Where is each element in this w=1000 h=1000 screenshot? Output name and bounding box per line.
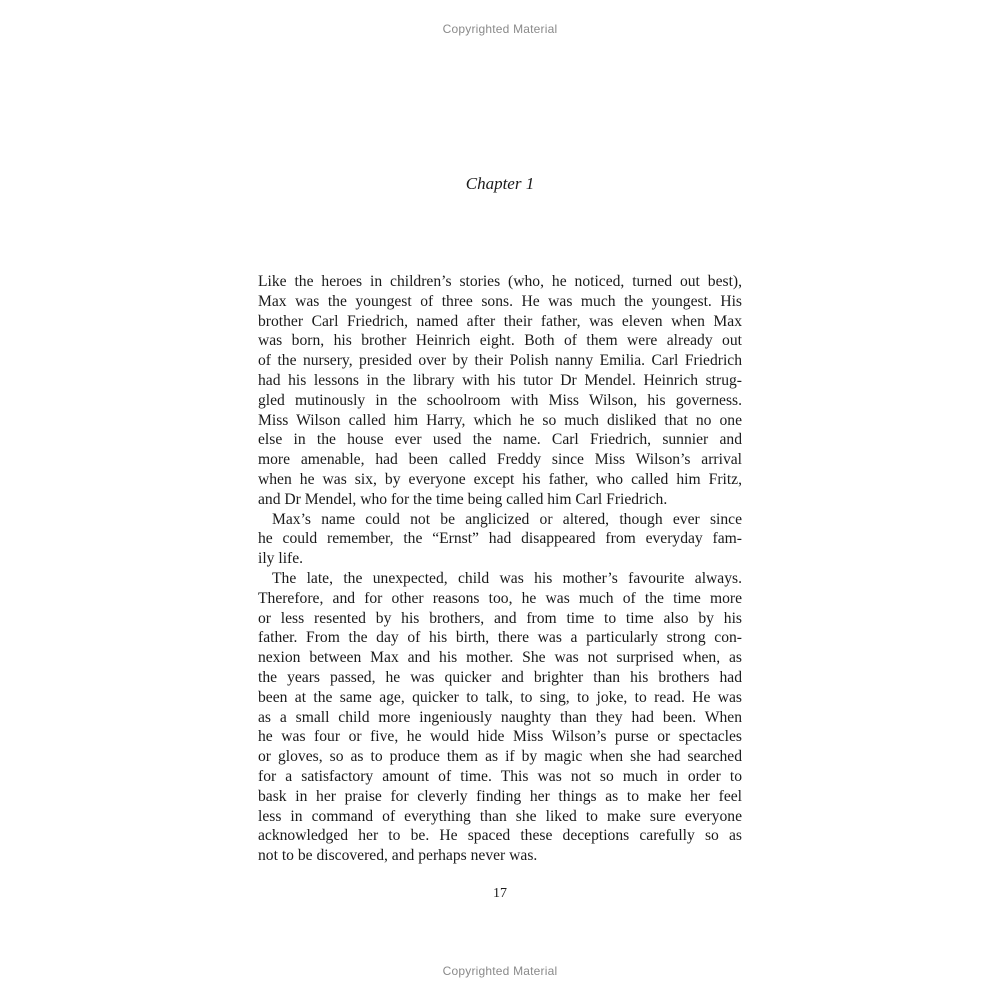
text-line: father. From the day of his birth, there was a particularly strong con- — [258, 629, 742, 647]
copyright-watermark-bottom: Copyrighted Material — [442, 964, 558, 978]
text-line: ily life. — [258, 550, 304, 568]
text-line: or less resented by his brothers, and from time to time also by his — [258, 609, 742, 627]
text-line: been at the same age, quicker to talk, to sing, to joke, to read. He was — [258, 688, 742, 706]
text-line: he could remember, the “Ernst” had disappeared from everyday fam- — [258, 530, 742, 548]
text-line-paragraph-start: Max’s name could not be anglicized or altered, though ever since — [272, 510, 742, 528]
chapter-title: Chapter 1 — [465, 174, 535, 193]
text-line: of the nursery, presided over by their Polish nanny Emilia. Carl Friedrich — [258, 352, 742, 370]
text-line: had his lessons in the library with his tutor Dr Mendel. Heinrich strug- — [258, 371, 742, 389]
text-line: Like the heroes in children’s stories (who, he noticed, turned out best), — [258, 273, 742, 290]
text-line: Max was the youngest of three sons. He was much the youngest. His — [258, 292, 742, 310]
text-line: brother Carl Friedrich, named after their father, was eleven when Max — [258, 312, 742, 330]
text-line: acknowledged her to be. He spaced these deceptions carefully so as — [258, 827, 742, 845]
text-line: else in the house ever used the name. Carl Friedrich, sunnier and — [258, 431, 742, 449]
text-line: not to be discovered, and perhaps never was. — [258, 847, 538, 865]
text-line: bask in her praise for cleverly finding her things as to make her feel — [258, 787, 742, 805]
text-line: less in command of everything than she liked to make sure everyone — [258, 807, 742, 825]
text-line: when he was six, by everyone except his father, who called him Fritz, — [258, 470, 742, 488]
page-number: 17 — [493, 886, 507, 901]
text-line: Therefore, and for other reasons too, he was much of the time more — [258, 589, 742, 607]
text-line: Miss Wilson called him Harry, which he so much disliked that no one — [258, 411, 742, 429]
text-line: more amenable, had been called Freddy since Miss Wilson’s arrival — [258, 451, 742, 469]
text-line-paragraph-start: The late, the unexpected, child was his mother’s favourite always. — [272, 569, 742, 587]
text-line: or gloves, so as to produce them as if by magic when she had searched — [258, 748, 742, 766]
text-line: was born, his brother Heinrich eight. Both of them were already out — [258, 332, 742, 350]
chapter-body-text — [258, 272, 742, 866]
text-line: for a satisfactory amount of time. This was not so much in order to — [258, 767, 742, 785]
text-line: the years passed, he was quicker and brighter than his brothers had — [258, 668, 742, 686]
text-line: and Dr Mendel, who for the time being called him Carl Friedrich. — [258, 490, 668, 508]
text-line: as a small child more ingeniously naughty than they had been. When — [258, 708, 742, 726]
text-line: he was four or five, he would hide Miss Wilson’s purse or spectacles — [258, 728, 742, 746]
text-line: nexion between Max and his mother. She was not surprised when, as — [258, 649, 742, 667]
copyright-watermark-top: Copyrighted Material — [442, 22, 558, 36]
text-line: gled mutinously in the schoolroom with Miss Wilson, his governess. — [258, 391, 742, 409]
